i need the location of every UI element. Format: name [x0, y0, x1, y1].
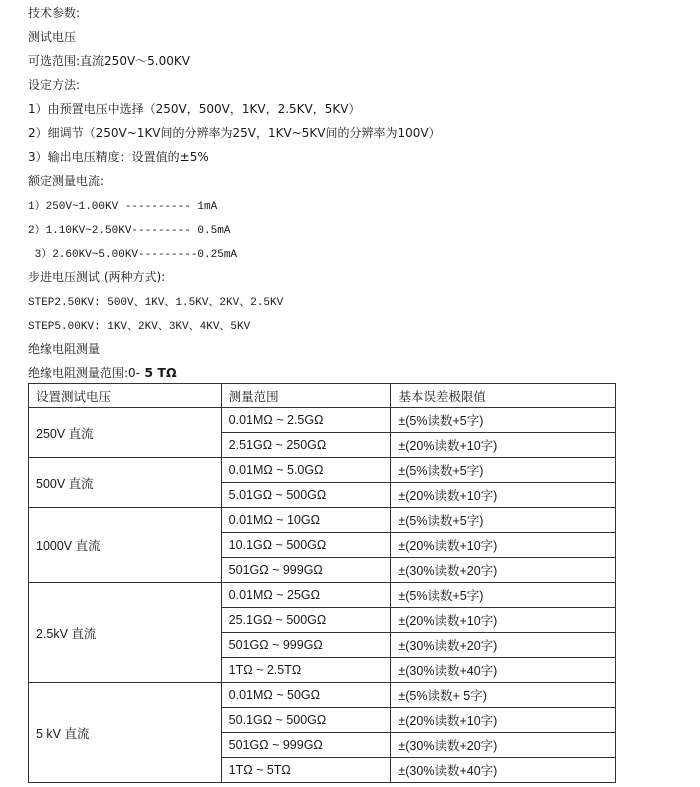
heading-insulation-resistance: 绝缘电阻测量 [28, 342, 101, 356]
range-cell: 50.1GΩ ~ 500GΩ [221, 708, 391, 733]
voltage-cell: 2.5kV 直流 [29, 583, 222, 683]
range-cell: 501GΩ ~ 999GΩ [221, 733, 391, 758]
range-cell: 2.51GΩ ~ 250GΩ [221, 433, 391, 458]
error-cell: ±(30%读数+20字) [391, 558, 616, 583]
range-cell: 1TΩ ~ 2.5TΩ [221, 658, 391, 683]
range-cell: 0.01MΩ ~ 25GΩ [221, 583, 391, 608]
heading-step-voltage: 步进电压测试 (两种方式): [28, 270, 166, 284]
error-cell: ±(20%读数+10字) [391, 433, 616, 458]
range-cell: 5.01GΩ ~ 500GΩ [221, 483, 391, 508]
error-cell: ±(5%读数+5字) [391, 458, 616, 483]
error-cell: ±(5%读数+5字) [391, 508, 616, 533]
error-cell: ±(30%读数+20字) [391, 633, 616, 658]
error-cell: ±(5%读数+5字) [391, 408, 616, 433]
text-step-5kv: STEP5.00KV: 1KV、2KV、3KV、4KV、5KV [28, 321, 251, 333]
range-cell: 10.1GΩ ~ 500GΩ [221, 533, 391, 558]
text-method-2: 2）细调节（250V~1KV间的分辨率为25V，1KV~5KV间的分辨率为100V） [28, 126, 441, 140]
range-cell: 501GΩ ~ 999GΩ [221, 633, 391, 658]
insulation-spec-table [28, 383, 616, 783]
range-cell: 0.01MΩ ~ 2.5GΩ [221, 408, 391, 433]
table-row [29, 408, 616, 433]
error-cell: ±(20%读数+10字) [391, 533, 616, 558]
range-cell: 25.1GΩ ~ 500GΩ [221, 608, 391, 633]
text-selectable-range: 可选范围:直流250V～5.00KV [28, 54, 190, 68]
text-current-2: 2）1.10KV~2.50KV--------- 0.5mA [28, 225, 231, 237]
insulation-range-prefix: 绝缘电阻测量范围:0- [28, 366, 141, 380]
range-cell: 0.01MΩ ~ 10GΩ [221, 508, 391, 533]
range-cell: 0.01MΩ ~ 5.0GΩ [221, 458, 391, 483]
table-header-row [29, 384, 616, 408]
voltage-cell: 500V 直流 [29, 458, 222, 508]
error-cell: ±(20%读数+10字) [391, 483, 616, 508]
text-current-3: 3）2.60KV~5.00KV---------0.25mA [28, 249, 238, 261]
table-row [29, 683, 616, 708]
text-step-2-5kv: STEP2.50KV: 500V、1KV、1.5KV、2KV、2.5KV [28, 297, 284, 309]
header-test-voltage: 设置测试电压 [29, 384, 222, 408]
heading-rated-current: 额定测量电流: [28, 174, 105, 188]
heading-setting-method: 设定方法: [28, 78, 81, 92]
error-cell: ±(20%读数+10字) [391, 608, 616, 633]
text-insulation-range [28, 364, 177, 381]
table-row [29, 458, 616, 483]
header-measure-range: 测量范围 [221, 384, 391, 408]
error-cell: ±(30%读数+20字) [391, 733, 616, 758]
error-cell: ±(5%读数+ 5字) [391, 683, 616, 708]
range-cell: 0.01MΩ ~ 50GΩ [221, 683, 391, 708]
voltage-cell: 250V 直流 [29, 408, 222, 458]
heading-test-voltage: 测试电压 [28, 30, 77, 44]
range-cell: 501GΩ ~ 999GΩ [221, 558, 391, 583]
insulation-range-value: 5 TΩ [140, 365, 177, 380]
error-cell: ±(20%读数+10字) [391, 708, 616, 733]
table-row [29, 508, 616, 533]
text-method-3: 3）输出电压精度：设置值的±5% [28, 150, 209, 164]
error-cell: ±(5%读数+5字) [391, 583, 616, 608]
header-error-limit: 基本误差极限值 [391, 384, 616, 408]
text-method-1: 1）由预置电压中选择（250V，500V，1KV，2.5KV，5KV） [28, 102, 361, 116]
voltage-cell: 5 kV 直流 [29, 683, 222, 783]
table-row [29, 583, 616, 608]
error-cell: ±(30%读数+40字) [391, 658, 616, 683]
text-current-1: 1）250V~1.00KV ---------- 1mA [28, 201, 218, 213]
section-heading-tech-params: 技术参数: [28, 6, 81, 20]
error-cell: ±(30%读数+40字) [391, 758, 616, 783]
voltage-cell: 1000V 直流 [29, 508, 222, 583]
range-cell: 1TΩ ~ 5TΩ [221, 758, 391, 783]
